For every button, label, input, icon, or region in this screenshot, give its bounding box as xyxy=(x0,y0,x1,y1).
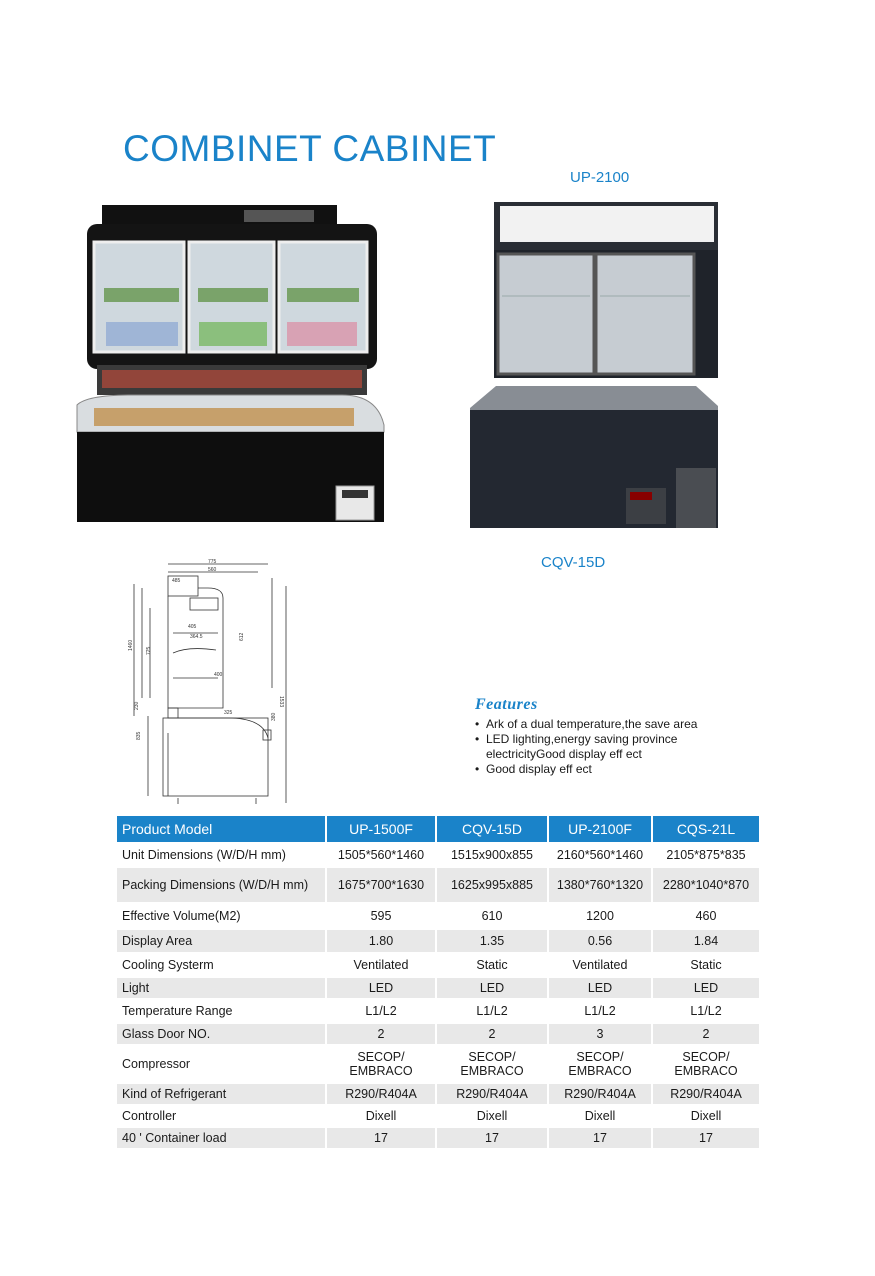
table-row xyxy=(117,952,759,976)
table-cell: 40 ' Container load xyxy=(117,1126,327,1148)
table-row xyxy=(117,976,759,998)
table-cell: 1515x900x855 xyxy=(437,842,549,866)
table-cell: 2280*1040*870 xyxy=(653,866,759,902)
table-cell: LED xyxy=(549,976,653,998)
drawing-dim-label: 364.5 xyxy=(190,634,203,640)
combination-cabinet-photo xyxy=(72,200,390,532)
drawing-dim-label: 325 xyxy=(224,710,233,716)
table-cell: 1.80 xyxy=(327,928,437,952)
drawing-dim-label: 835 xyxy=(136,731,142,740)
table-row xyxy=(117,928,759,952)
table-cell: 2160*560*1460 xyxy=(549,842,653,866)
table-cell: Ventilated xyxy=(549,952,653,976)
table-cell: 2 xyxy=(327,1022,437,1044)
table-cell: Static xyxy=(653,952,759,976)
table-row xyxy=(117,866,759,902)
table-cell: 2 xyxy=(437,1022,549,1044)
table-cell: 0.56 xyxy=(549,928,653,952)
table-cell: 1625x995x885 xyxy=(437,866,549,902)
table-cell: Temperature Range xyxy=(117,998,327,1022)
table-cell: L1/L2 xyxy=(327,998,437,1022)
table-cell: R290/R404A xyxy=(653,1082,759,1104)
table-cell: SECOP/ EMBRACO xyxy=(437,1044,549,1082)
model-label-up2100: UP-2100 xyxy=(570,169,630,186)
feature-item: • Ark of a dual temperature,the save area xyxy=(475,717,725,732)
drawing-dim-label: 725 xyxy=(146,646,152,655)
drawing-dim-label: 405 xyxy=(188,624,197,630)
drawing-dim-label: 400 xyxy=(214,672,223,678)
table-cell: 17 xyxy=(549,1126,653,1148)
table-cell: 1200 xyxy=(549,902,653,928)
table-cell: LED xyxy=(327,976,437,998)
table-cell: LED xyxy=(437,976,549,998)
table-header-row xyxy=(117,816,759,842)
table-cell: Packing Dimensions (W/D/H mm) xyxy=(117,866,327,902)
table-cell: Unit Dimensions (W/D/H mm) xyxy=(117,842,327,866)
features-list xyxy=(475,717,725,777)
table-cell: SECOP/ EMBRACO xyxy=(549,1044,653,1082)
table-cell: Effective Volume(M2) xyxy=(117,902,327,928)
table-cell: 1.35 xyxy=(437,928,549,952)
page-title: COMBINET CABINET xyxy=(123,128,497,169)
table-cell: 595 xyxy=(327,902,437,928)
table-row xyxy=(117,1044,759,1082)
table-cell: Dixell xyxy=(653,1104,759,1126)
table-cell: Kind of Refrigerant xyxy=(117,1082,327,1104)
table-cell: Dixell xyxy=(549,1104,653,1126)
table-cell: Ventilated xyxy=(327,952,437,976)
table-cell: Dixell xyxy=(327,1104,437,1126)
table-cell: 610 xyxy=(437,902,549,928)
table-row xyxy=(117,902,759,928)
table-cell: L1/L2 xyxy=(437,998,549,1022)
upright-cabinet-photo xyxy=(466,196,722,542)
table-cell: L1/L2 xyxy=(549,998,653,1022)
spec-table xyxy=(117,816,759,1148)
table-cell: L1/L2 xyxy=(653,998,759,1022)
table-header: UP-1500F xyxy=(327,816,437,842)
table-cell: SECOP/ EMBRACO xyxy=(653,1044,759,1082)
model-label-cqv15d: CQV-15D xyxy=(541,554,606,571)
table-cell: R290/R404A xyxy=(549,1082,653,1104)
table-row xyxy=(117,1022,759,1044)
drawing-dim-label: 1460 xyxy=(128,639,134,651)
table-row xyxy=(117,998,759,1022)
drawing-dim-label: 230 xyxy=(134,701,140,710)
drawing-dim-label: 380 xyxy=(271,712,277,721)
table-cell: Compressor xyxy=(117,1044,327,1082)
table-cell: Controller xyxy=(117,1104,327,1126)
table-header: CQS-21L xyxy=(653,816,759,842)
drawing-dim-label: 612 xyxy=(239,632,245,641)
table-header: CQV-15D xyxy=(437,816,549,842)
table-cell: R290/R404A xyxy=(327,1082,437,1104)
table-cell: 1675*700*1630 xyxy=(327,866,437,902)
table-cell: 17 xyxy=(653,1126,759,1148)
feature-item: • Good display eff ect xyxy=(475,762,725,777)
table-cell: 2105*875*835 xyxy=(653,842,759,866)
table-cell: 1505*560*1460 xyxy=(327,842,437,866)
drawing-dim-label: 775 xyxy=(208,559,217,565)
technical-drawing xyxy=(128,558,296,806)
table-cell: 17 xyxy=(437,1126,549,1148)
drawing-dim-label: 485 xyxy=(172,578,181,584)
table-cell: Light xyxy=(117,976,327,998)
table-row xyxy=(117,1126,759,1148)
table-header: Product Model xyxy=(117,816,327,842)
table-row xyxy=(117,1082,759,1104)
table-row xyxy=(117,1104,759,1126)
table-cell: Static xyxy=(437,952,549,976)
table-cell: LED xyxy=(653,976,759,998)
table-cell: Glass Door NO. xyxy=(117,1022,327,1044)
table-cell: R290/R404A xyxy=(437,1082,549,1104)
drawing-dim-label: 1533 xyxy=(278,696,284,708)
feature-item: • LED lighting,energy saving province electricityGood display eff ect xyxy=(475,732,725,762)
features-title: Features xyxy=(475,696,538,713)
table-cell: 1380*760*1320 xyxy=(549,866,653,902)
table-cell: SECOP/ EMBRACO xyxy=(327,1044,437,1082)
table-row xyxy=(117,842,759,866)
drawing-dim-label: 560 xyxy=(208,567,217,573)
table-cell: 17 xyxy=(327,1126,437,1148)
table-cell: 460 xyxy=(653,902,759,928)
table-header: UP-2100F xyxy=(549,816,653,842)
table-cell: Display Area xyxy=(117,928,327,952)
table-cell: Dixell xyxy=(437,1104,549,1126)
table-cell: 1.84 xyxy=(653,928,759,952)
table-cell: 2 xyxy=(653,1022,759,1044)
table-cell: 3 xyxy=(549,1022,653,1044)
table-cell: Cooling Systerm xyxy=(117,952,327,976)
